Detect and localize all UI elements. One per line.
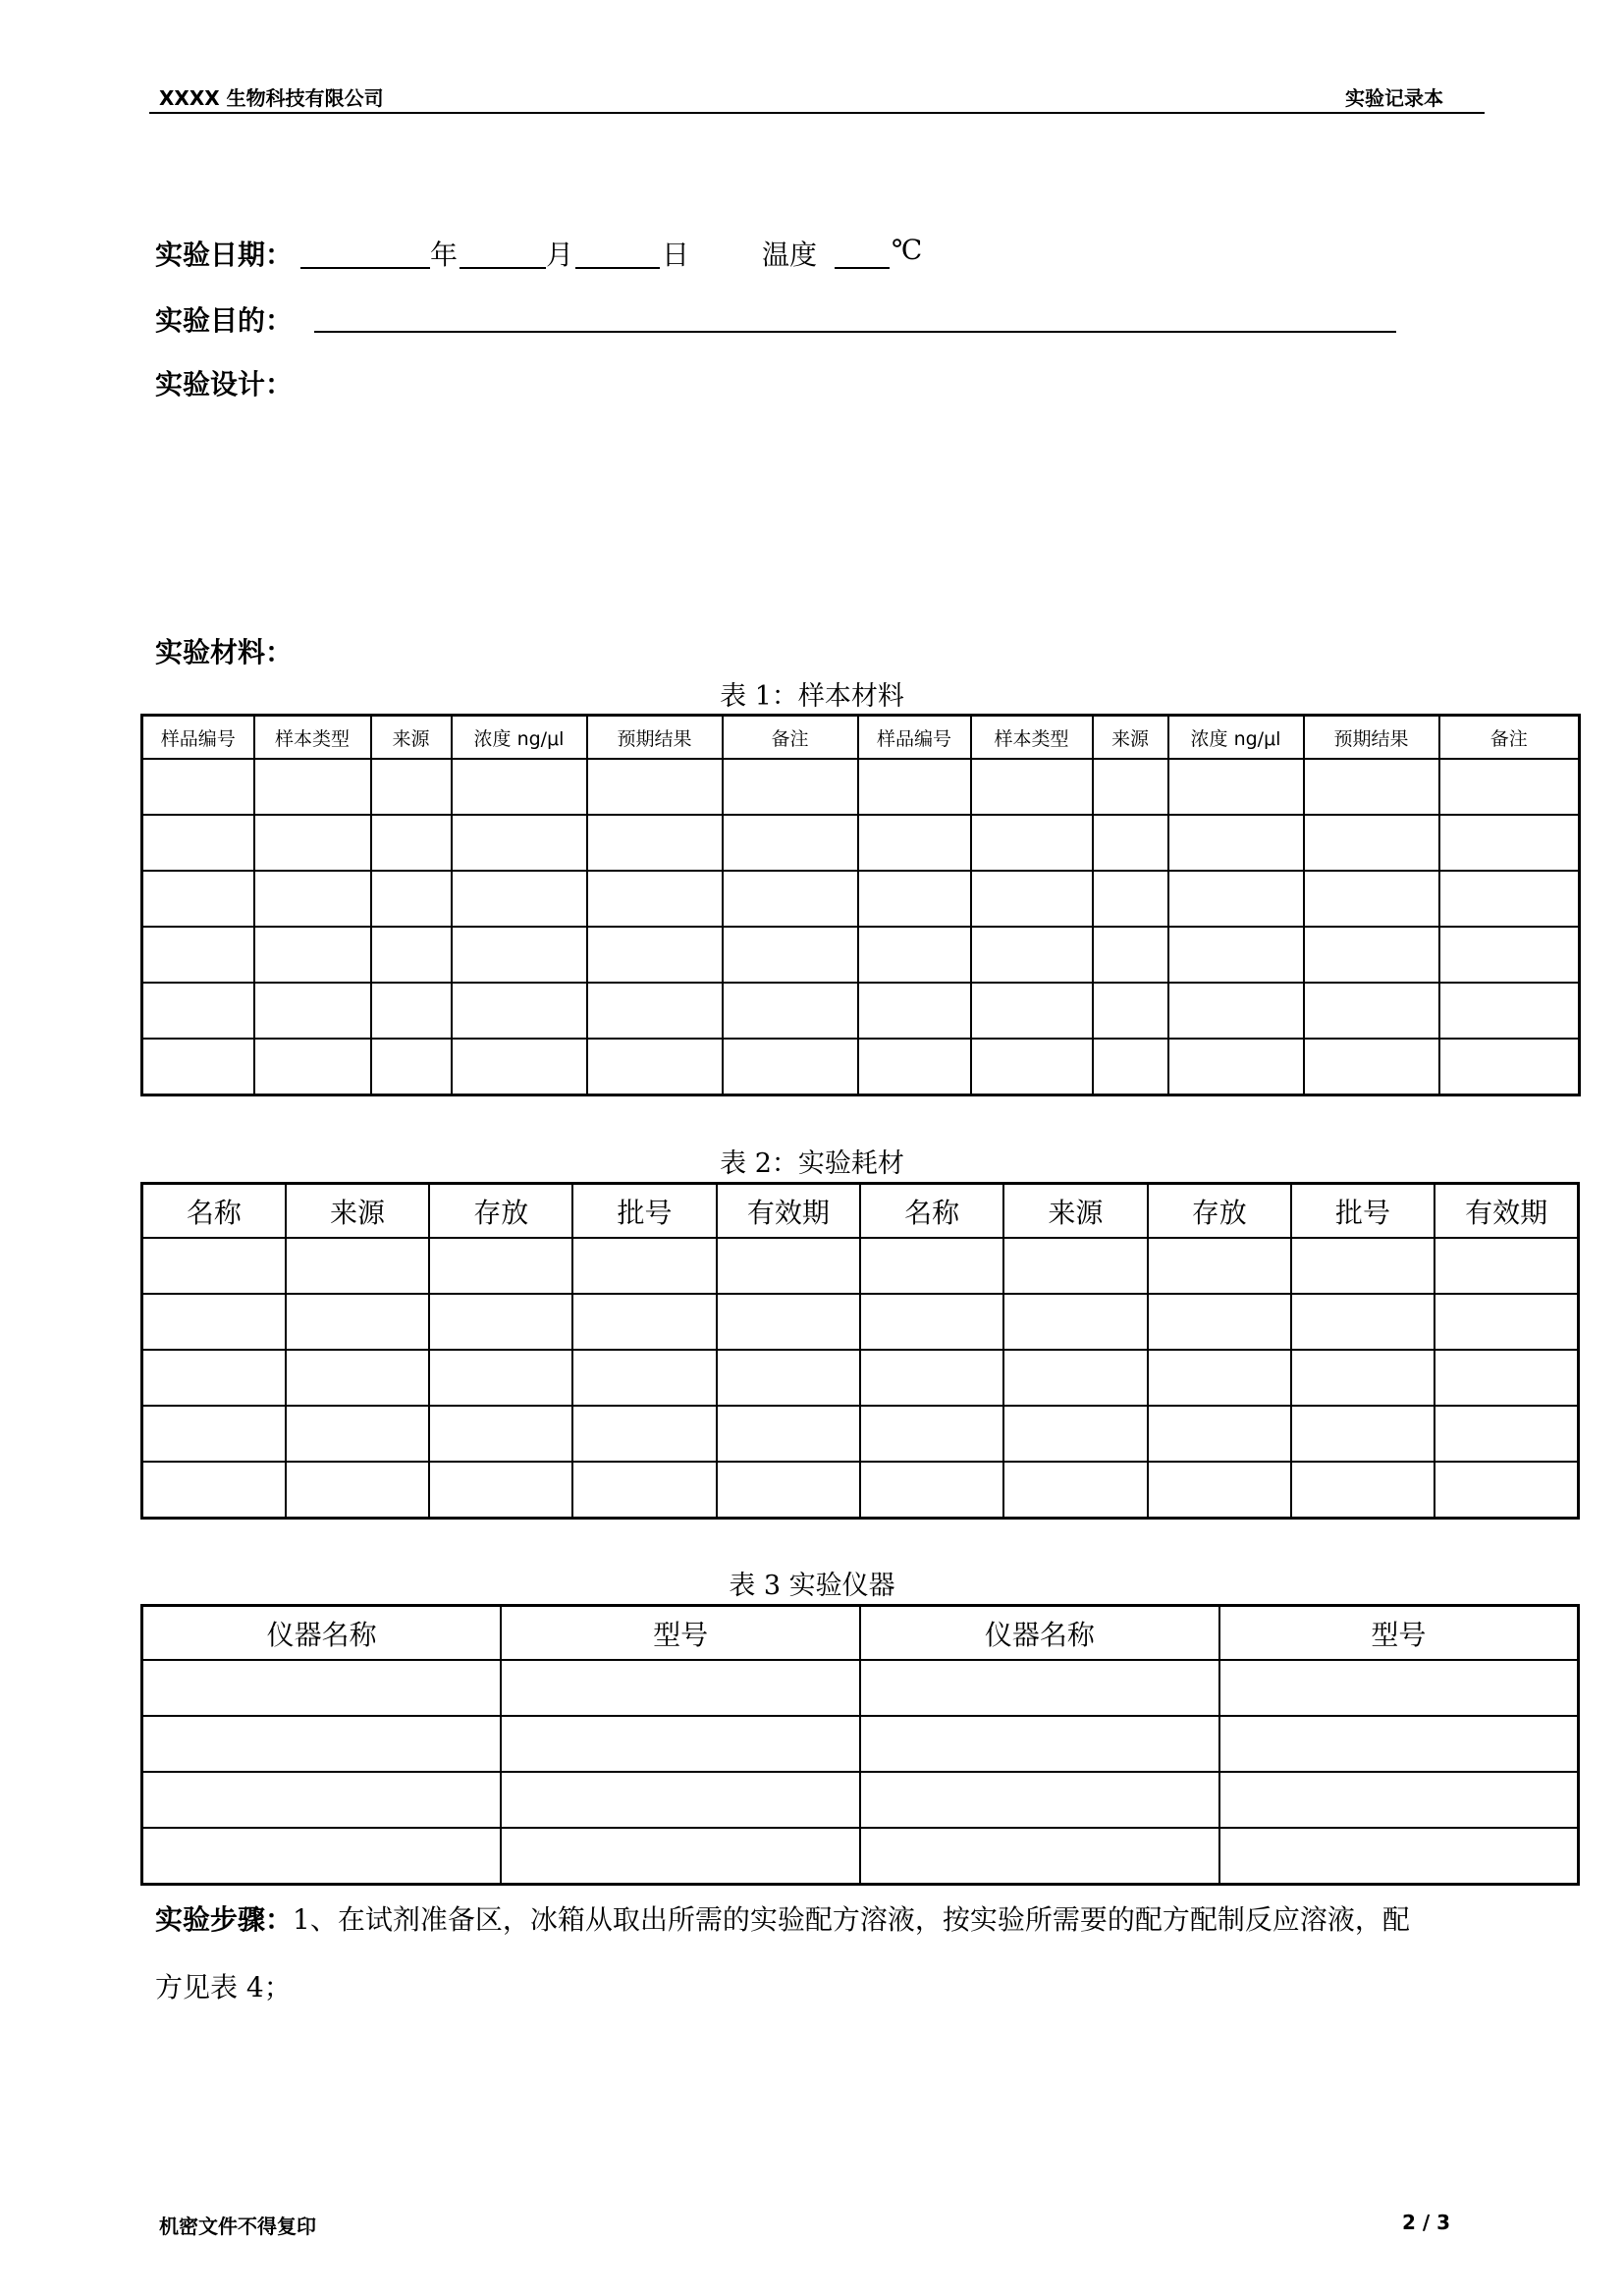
table2-header-cell: 名称 (142, 1184, 286, 1239)
table-cell[interactable] (142, 871, 254, 927)
table-cell[interactable] (1435, 1350, 1578, 1406)
table-cell[interactable] (717, 1462, 860, 1519)
table-cell[interactable] (1219, 1828, 1579, 1885)
table-cell[interactable] (452, 927, 587, 983)
table-cell[interactable] (1168, 871, 1304, 927)
table3-caption: 表 3 实验仪器 (729, 1571, 895, 1601)
table-cell[interactable] (1003, 1350, 1147, 1406)
table1-header-cell: 浓度 ng/μl (1168, 716, 1304, 760)
table-cell[interactable] (717, 1238, 860, 1294)
table1-header-cell: 样品编号 (142, 716, 254, 760)
month-field[interactable] (460, 267, 546, 269)
table-cell[interactable] (142, 1772, 502, 1828)
table-cell[interactable] (429, 1238, 572, 1294)
table-cell[interactable] (142, 1350, 286, 1406)
table-cell[interactable] (1291, 1238, 1435, 1294)
table-cell[interactable] (860, 1350, 1003, 1406)
table-cell[interactable] (254, 871, 371, 927)
table-cell[interactable] (142, 1660, 502, 1716)
table-cell[interactable] (254, 927, 371, 983)
consumables-table (140, 1182, 1580, 1520)
table-cell[interactable] (971, 815, 1093, 871)
steps-line2: 方见表 4； (155, 1971, 292, 2003)
table-cell[interactable] (1168, 927, 1304, 983)
table-cell[interactable] (371, 927, 452, 983)
page-number: 2 / 3 (1402, 2211, 1451, 2234)
table-cell[interactable] (142, 759, 254, 815)
table-cell[interactable] (452, 815, 587, 871)
table-cell[interactable] (1291, 1406, 1435, 1462)
table-row (142, 815, 1580, 871)
table-cell[interactable] (858, 759, 971, 815)
table-cell[interactable] (860, 1294, 1003, 1350)
table-cell[interactable] (1435, 1406, 1578, 1462)
table-cell[interactable] (1168, 815, 1304, 871)
table-cell[interactable] (717, 1294, 860, 1350)
table-cell[interactable] (1219, 1660, 1579, 1716)
table-cell[interactable] (1003, 1462, 1147, 1519)
table-cell[interactable] (1219, 1772, 1579, 1828)
table-cell[interactable] (1148, 1406, 1291, 1462)
month-label: 月 (546, 239, 574, 271)
table-cell[interactable] (860, 1462, 1003, 1519)
table1-header-cell: 样本类型 (254, 716, 371, 760)
table-cell[interactable] (1435, 1462, 1578, 1519)
table-row (142, 1294, 1579, 1350)
table-cell[interactable] (1304, 871, 1439, 927)
instruments-table (140, 1604, 1580, 1886)
table-cell[interactable] (254, 759, 371, 815)
table-cell[interactable] (860, 1828, 1219, 1885)
table-cell[interactable] (501, 1660, 860, 1716)
table-cell[interactable] (371, 815, 452, 871)
year-field[interactable] (300, 267, 430, 269)
table-cell[interactable] (1148, 1350, 1291, 1406)
table-cell[interactable] (142, 1462, 286, 1519)
table-cell[interactable] (1439, 815, 1580, 871)
table-cell[interactable] (587, 1039, 723, 1095)
table-cell[interactable] (452, 983, 587, 1039)
table-cell[interactable] (1439, 983, 1580, 1039)
table-cell[interactable] (971, 759, 1093, 815)
table-cell[interactable] (1291, 1462, 1435, 1519)
table-cell[interactable] (142, 1039, 254, 1095)
table1-header-cell: 浓度 ng/μl (452, 716, 587, 760)
table-cell[interactable] (142, 1828, 502, 1885)
table-cell[interactable] (452, 1039, 587, 1095)
table-cell[interactable] (429, 1350, 572, 1406)
table-cell[interactable] (587, 983, 723, 1039)
table-cell[interactable] (501, 1772, 860, 1828)
table-row (142, 927, 1580, 983)
table-cell[interactable] (1168, 983, 1304, 1039)
table-cell[interactable] (429, 1462, 572, 1519)
day-field[interactable] (575, 267, 660, 269)
steps-label: 实验步骤： (155, 1903, 294, 1936)
table-cell[interactable] (254, 983, 371, 1039)
table-cell[interactable] (142, 1294, 286, 1350)
table-cell[interactable] (1291, 1294, 1435, 1350)
table1-header-cell: 来源 (1093, 716, 1168, 760)
table2-caption: 表 2：实验耗材 (720, 1148, 904, 1179)
table2-header-cell: 存放 (1148, 1184, 1291, 1239)
table-cell[interactable] (1439, 927, 1580, 983)
table-cell[interactable] (1435, 1294, 1578, 1350)
table-cell[interactable] (858, 927, 971, 983)
table-row (142, 1716, 1579, 1772)
document-title: 实验记录本 (1345, 86, 1443, 110)
table-cell[interactable] (254, 815, 371, 871)
table-cell[interactable] (587, 815, 723, 871)
table-cell[interactable] (860, 1660, 1219, 1716)
company-name: XXXX 生物科技有限公司 (159, 86, 384, 110)
table-cell[interactable] (717, 1350, 860, 1406)
table-cell[interactable] (971, 1039, 1093, 1095)
table-cell[interactable] (254, 1039, 371, 1095)
table-cell[interactable] (971, 983, 1093, 1039)
table-cell[interactable] (860, 1772, 1219, 1828)
table-cell[interactable] (860, 1406, 1003, 1462)
table-row (142, 1350, 1579, 1406)
table-cell[interactable] (587, 759, 723, 815)
table2-header-cell: 批号 (1291, 1184, 1435, 1239)
table-cell[interactable] (858, 1039, 971, 1095)
table-cell[interactable] (1003, 1238, 1147, 1294)
table-row (142, 1406, 1579, 1462)
table-cell[interactable] (286, 1294, 429, 1350)
table-cell[interactable] (142, 1406, 286, 1462)
table2-header-cell: 来源 (286, 1184, 429, 1239)
table2-header-cell: 名称 (860, 1184, 1003, 1239)
table-cell[interactable] (1148, 1238, 1291, 1294)
table-cell[interactable] (723, 1039, 858, 1095)
purpose-label: 实验目的： (155, 304, 294, 337)
table-cell[interactable] (1093, 1039, 1168, 1095)
table1-header-cell: 样本类型 (971, 716, 1093, 760)
table-cell[interactable] (1219, 1716, 1579, 1772)
table3-header-cell: 型号 (1219, 1606, 1579, 1661)
table-cell[interactable] (1093, 983, 1168, 1039)
table-cell[interactable] (371, 983, 452, 1039)
table-cell[interactable] (858, 815, 971, 871)
sample-materials-table (140, 714, 1581, 1096)
table-row (142, 1462, 1579, 1519)
table-cell[interactable] (723, 815, 858, 871)
table-cell[interactable] (971, 871, 1093, 927)
table-cell[interactable] (142, 815, 254, 871)
temperature-label: 温度 (762, 239, 818, 271)
table-cell[interactable] (452, 871, 587, 927)
table1-header-cell: 备注 (723, 716, 858, 760)
table-row (142, 871, 1580, 927)
table-cell[interactable] (429, 1406, 572, 1462)
table-cell[interactable] (1093, 871, 1168, 927)
table-cell[interactable] (572, 1294, 716, 1350)
table-cell[interactable] (501, 1828, 860, 1885)
table-row (142, 1039, 1580, 1095)
table-cell[interactable] (371, 1039, 452, 1095)
table-cell[interactable] (1304, 1039, 1439, 1095)
table-cell[interactable] (1148, 1294, 1291, 1350)
table1-header-cell: 来源 (371, 716, 452, 760)
table1-header-cell: 样品编号 (858, 716, 971, 760)
table1-header-cell: 预期结果 (587, 716, 723, 760)
table-cell[interactable] (286, 1406, 429, 1462)
header-rule (149, 112, 1485, 114)
table-cell[interactable] (723, 927, 858, 983)
table-cell[interactable] (1003, 1406, 1147, 1462)
table-cell[interactable] (1093, 759, 1168, 815)
table-cell[interactable] (452, 759, 587, 815)
table2-header-cell: 有效期 (1435, 1184, 1578, 1239)
table-cell[interactable] (1291, 1350, 1435, 1406)
table-cell[interactable] (587, 927, 723, 983)
table-cell[interactable] (1439, 759, 1580, 815)
year-label: 年 (430, 239, 459, 271)
table-cell[interactable] (572, 1406, 716, 1462)
day-label: 日 (662, 239, 690, 271)
date-label: 实验日期： (155, 239, 294, 271)
table-cell[interactable] (286, 1462, 429, 1519)
table2-header-cell: 有效期 (717, 1184, 860, 1239)
table-row (142, 1238, 1579, 1294)
table-cell[interactable] (429, 1294, 572, 1350)
table2-header-cell: 存放 (429, 1184, 572, 1239)
table2-header-cell: 来源 (1003, 1184, 1147, 1239)
table-cell[interactable] (371, 871, 452, 927)
table-cell[interactable] (1168, 759, 1304, 815)
steps-line1: 1、在试剂准备区，冰箱从取出所需的实验配方溶液，按实验所需要的配方配制反应溶液，配 (293, 1903, 1410, 1936)
table-cell[interactable] (971, 927, 1093, 983)
materials-label: 实验材料： (155, 636, 294, 668)
table-cell[interactable] (142, 1238, 286, 1294)
table-cell[interactable] (1093, 927, 1168, 983)
table1-caption: 表 1：样本材料 (720, 681, 904, 712)
table-cell[interactable] (1439, 1039, 1580, 1095)
table-cell[interactable] (286, 1238, 429, 1294)
table-cell[interactable] (501, 1716, 860, 1772)
table-cell[interactable] (142, 983, 254, 1039)
table-cell[interactable] (723, 759, 858, 815)
table-cell[interactable] (860, 1238, 1003, 1294)
table-cell[interactable] (142, 1716, 502, 1772)
table-cell[interactable] (1439, 871, 1580, 927)
table2-header-cell: 批号 (572, 1184, 716, 1239)
table-cell[interactable] (572, 1350, 716, 1406)
table-cell[interactable] (142, 927, 254, 983)
table-cell[interactable] (371, 759, 452, 815)
table-cell[interactable] (1304, 983, 1439, 1039)
table-cell[interactable] (717, 1406, 860, 1462)
table-row (142, 759, 1580, 815)
table-cell[interactable] (1093, 815, 1168, 871)
table-cell[interactable] (858, 983, 971, 1039)
purpose-field[interactable] (314, 331, 1396, 333)
design-label: 实验设计： (155, 368, 294, 400)
table-row (142, 1828, 1579, 1885)
table-cell[interactable] (572, 1238, 716, 1294)
table1-header-cell: 预期结果 (1304, 716, 1439, 760)
table3-header-cell: 仪器名称 (142, 1606, 502, 1661)
table-cell[interactable] (572, 1462, 716, 1519)
table-row (142, 1660, 1579, 1716)
table1-header-cell: 备注 (1439, 716, 1580, 760)
table-cell[interactable] (1304, 759, 1439, 815)
table3-header-cell: 型号 (501, 1606, 860, 1661)
temperature-unit: ℃ (892, 234, 923, 266)
table-cell[interactable] (1304, 815, 1439, 871)
table-cell[interactable] (587, 871, 723, 927)
table-cell[interactable] (1003, 1294, 1147, 1350)
table-row (142, 1772, 1579, 1828)
confidential-notice: 机密文件不得复印 (159, 2215, 316, 2238)
table-cell[interactable] (723, 871, 858, 927)
table-cell[interactable] (1435, 1238, 1578, 1294)
table-cell[interactable] (286, 1350, 429, 1406)
table-cell[interactable] (1304, 927, 1439, 983)
table-cell[interactable] (860, 1716, 1219, 1772)
table-cell[interactable] (723, 983, 858, 1039)
temperature-field[interactable] (835, 267, 890, 269)
table-cell[interactable] (1148, 1462, 1291, 1519)
steps-paragraph (155, 1898, 1410, 1938)
table3-header-cell: 仪器名称 (860, 1606, 1219, 1661)
table-cell[interactable] (858, 871, 971, 927)
table-cell[interactable] (1168, 1039, 1304, 1095)
table-row (142, 983, 1580, 1039)
